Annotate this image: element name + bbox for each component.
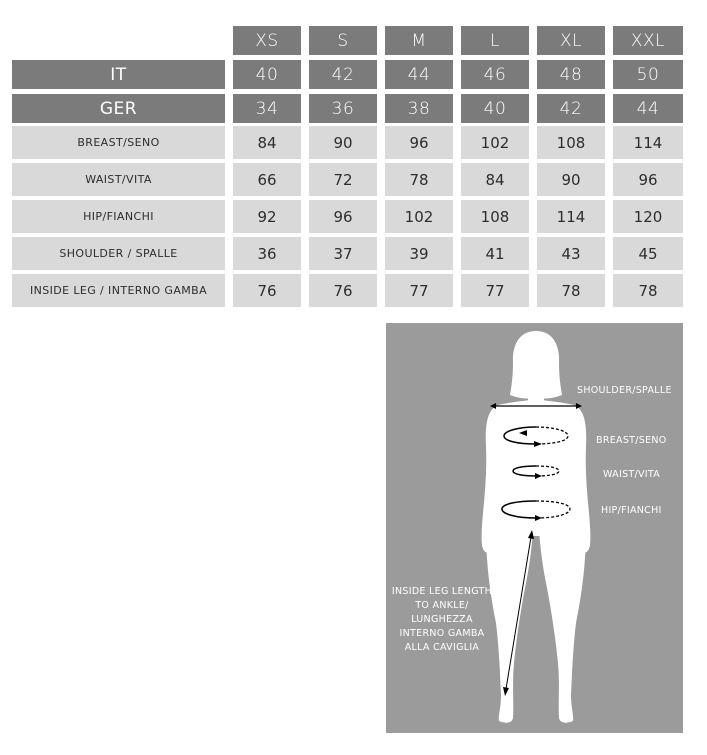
shoulder-value-s: 37 bbox=[309, 237, 377, 270]
breast-figure-label: BREAST/SENO bbox=[596, 435, 667, 446]
breast-value-s: 90 bbox=[309, 126, 377, 159]
size-header-l: L bbox=[461, 26, 529, 55]
inside-leg-label-line-2: TO ANKLE/ bbox=[415, 600, 469, 611]
row-label-waist: WAIST/VITA bbox=[12, 163, 225, 196]
inside-leg-label-line-4: INTERNO GAMBA bbox=[399, 628, 485, 639]
waist-figure-label: WAIST/VITA bbox=[603, 469, 661, 480]
ger-value-xl: 42 bbox=[537, 94, 605, 123]
it-value-xl: 48 bbox=[537, 60, 605, 89]
breast-value-xl: 108 bbox=[537, 126, 605, 159]
row-label-inside-leg: INSIDE LEG / INTERNO GAMBA bbox=[12, 274, 225, 307]
size-header-xl: XL bbox=[537, 26, 605, 55]
size-header-xxl: XXL bbox=[613, 26, 683, 55]
waist-value-xxl: 96 bbox=[613, 163, 683, 196]
breast-value-l: 102 bbox=[461, 126, 529, 159]
it-value-xxl: 50 bbox=[613, 60, 683, 89]
inside-leg-value-l: 77 bbox=[461, 274, 529, 307]
shoulder-value-xl: 43 bbox=[537, 237, 605, 270]
it-value-xs: 40 bbox=[233, 60, 301, 89]
hip-value-m: 102 bbox=[385, 200, 453, 233]
row-label-hip: HIP/FIANCHI bbox=[12, 200, 225, 233]
hip-value-xl: 114 bbox=[537, 200, 605, 233]
inside-leg-value-xxl: 78 bbox=[613, 274, 683, 307]
breast-value-xxl: 114 bbox=[613, 126, 683, 159]
shoulder-value-m: 39 bbox=[385, 237, 453, 270]
size-header-xs: XS bbox=[233, 26, 301, 55]
inside-leg-figure-label bbox=[386, 585, 498, 655]
waist-value-l: 84 bbox=[461, 163, 529, 196]
ger-value-xs: 34 bbox=[233, 94, 301, 123]
ger-value-l: 40 bbox=[461, 94, 529, 123]
inside-leg-value-m: 77 bbox=[385, 274, 453, 307]
it-value-s: 42 bbox=[309, 60, 377, 89]
hip-value-l: 108 bbox=[461, 200, 529, 233]
waist-value-xs: 66 bbox=[233, 163, 301, 196]
breast-value-m: 96 bbox=[385, 126, 453, 159]
it-value-l: 46 bbox=[461, 60, 529, 89]
measurement-figure-panel bbox=[386, 323, 683, 733]
shoulder-figure-label: SHOULDER/SPALLE bbox=[577, 385, 672, 396]
row-label-shoulder: SHOULDER / SPALLE bbox=[12, 237, 225, 270]
ger-value-m: 38 bbox=[385, 94, 453, 123]
it-value-m: 44 bbox=[385, 60, 453, 89]
inside-leg-value-s: 76 bbox=[309, 274, 377, 307]
waist-value-m: 78 bbox=[385, 163, 453, 196]
hip-figure-label: HIP/FIANCHI bbox=[601, 505, 662, 516]
shoulder-value-l: 41 bbox=[461, 237, 529, 270]
inside-leg-label-line-1: INSIDE LEG LENGTH bbox=[391, 586, 493, 597]
waist-value-xl: 90 bbox=[537, 163, 605, 196]
size-header-m: M bbox=[385, 26, 453, 55]
body-silhouette bbox=[482, 331, 591, 723]
inside-leg-value-xl: 78 bbox=[537, 274, 605, 307]
hip-value-xxl: 120 bbox=[613, 200, 683, 233]
inside-leg-label-line-5: ALLA CAVIGLIA bbox=[404, 642, 480, 653]
row-label-breast: BREAST/SENO bbox=[12, 126, 225, 159]
breast-value-xs: 84 bbox=[233, 126, 301, 159]
hip-value-s: 96 bbox=[309, 200, 377, 233]
inside-leg-value-xs: 76 bbox=[233, 274, 301, 307]
shoulder-value-xxl: 45 bbox=[613, 237, 683, 270]
row-label-ger: GER bbox=[12, 94, 225, 123]
waist-value-s: 72 bbox=[309, 163, 377, 196]
size-header-s: S bbox=[309, 26, 377, 55]
row-label-it: IT bbox=[12, 60, 225, 89]
shoulder-value-xs: 36 bbox=[233, 237, 301, 270]
hip-value-xs: 92 bbox=[233, 200, 301, 233]
ger-value-s: 36 bbox=[309, 94, 377, 123]
inside-leg-label-line-3: LUNGHEZZA bbox=[411, 614, 473, 625]
ger-value-xxl: 44 bbox=[613, 94, 683, 123]
